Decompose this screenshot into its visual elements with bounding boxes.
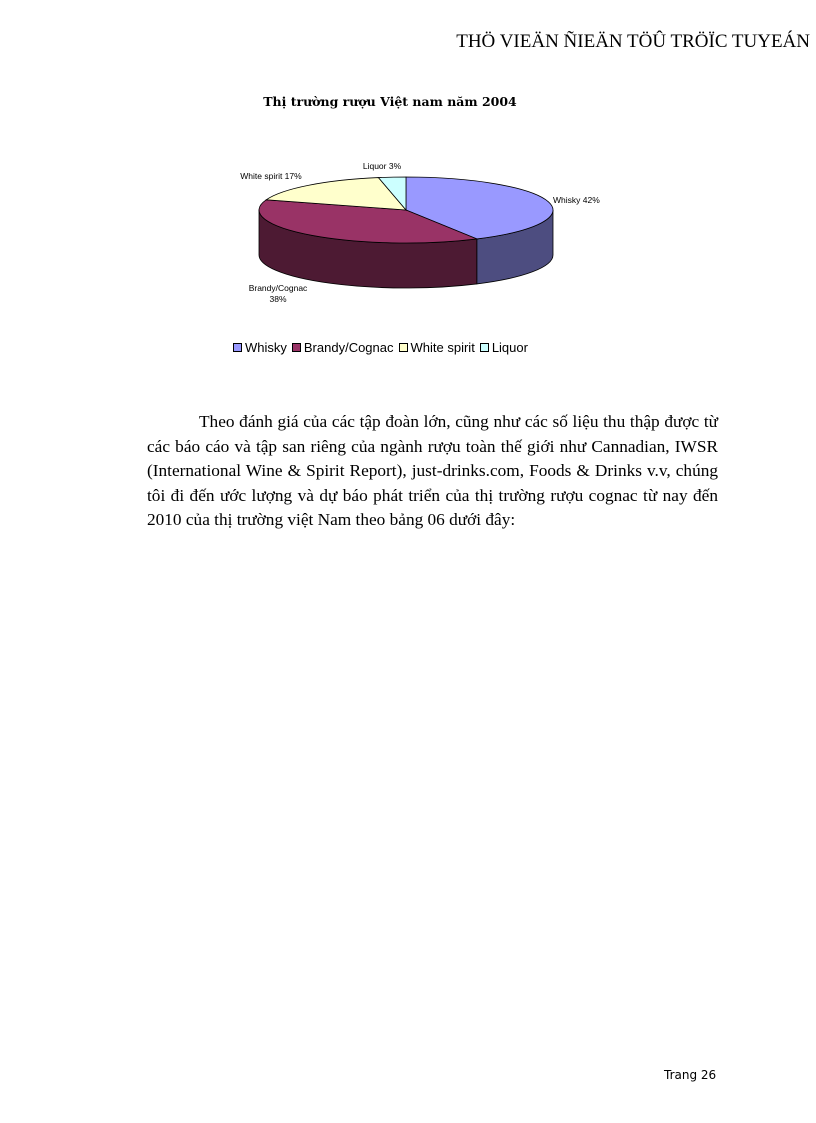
legend-label-brandy: Brandy/Cognac [303,340,394,355]
legend-item-liquor [480,340,528,355]
legend-label-liquor: Liquor [491,340,528,355]
legend-swatch-whisky [233,343,242,352]
legend-swatch-white-spirit [399,343,408,352]
body-paragraph: Theo đánh giá của các tập đoàn lớn, cũng như các số liệu thu thập được từ các báo cáo và tập san riêng của ngành rượu toàn thế giới như Cannadian, IWSR (International Wine & Spirit Report), just-drinks.com, Foods & Drinks v.v, chúng tôi đi đến ước lượng và dự báo phát triển của thị trường rượu cognac từ nay đến 2010 của thị trường việt Nam theo bảng 06 dưới đây: [147,412,718,529]
label-brandy-line2: 38% [269,294,287,304]
chart-title: Thị trường rượu Việt nam năm 2004 [263,94,517,109]
label-whisky: Whisky 42% [553,195,600,205]
legend-swatch-liquor [480,343,489,352]
label-brandy-line1: Brandy/Cognac [248,283,308,293]
page-number: Trang 26 [664,1068,717,1082]
legend-item-brandy [292,340,394,355]
legend-item-white-spirit [399,340,475,355]
legend-swatch-brandy [292,343,301,352]
legend-label-whisky: Whisky [245,340,287,355]
page-header: THÖ VIEÄN ÑIEÄN TÖÛ TRÖÏC TUYEÁN [456,31,810,52]
legend-label-white-spirit: White spirit [410,340,475,355]
label-white-spirit: White spirit 17% [240,171,302,181]
label-liquor: Liquor 3% [362,161,402,171]
chart-legend [233,340,533,355]
legend-item-whisky [233,340,287,355]
pie-chart [200,150,610,325]
